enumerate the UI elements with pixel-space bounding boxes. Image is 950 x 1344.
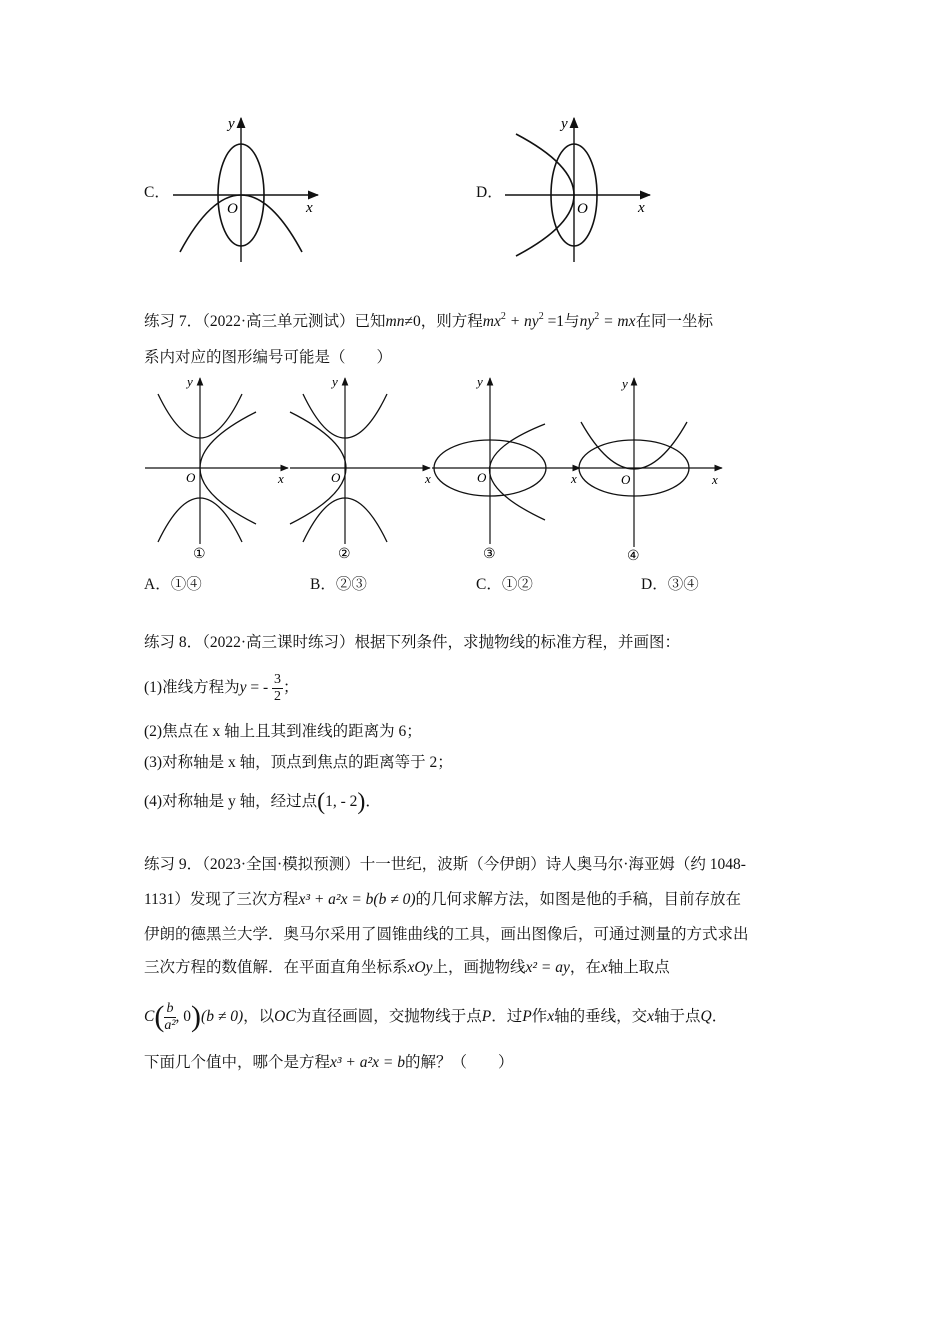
ex9-line6: 下面几个值中，哪个是方程x³ + a²x = b的解？（ ） [144, 1054, 514, 1071]
figure-4 [570, 376, 722, 564]
ex7-option-b[interactable]: B．②③ [310, 576, 367, 593]
ex8-condition-3: (3)对称轴是 x 轴，顶点到焦点的距离等于 2； [144, 754, 453, 771]
svg-text:O: O [186, 470, 196, 485]
ex8-condition-1: (1)准线方程为y = - $\frac{3}{2}$ ； [144, 671, 299, 704]
ex7-figures [140, 372, 730, 572]
axis-x-label: x [638, 200, 645, 216]
axis-x-label: x [306, 200, 313, 216]
option-d-label: D． [476, 184, 503, 201]
ex9-line2: 1131）发现了三次方程x³ + a²x = b(b ≠ 0)的几何求解方法，如图是他的手稿，目前存放在 [144, 891, 742, 908]
ex9-line5: C( $\frac{b}{\text{a²}}$ , 0)(b ≠ 0)，以OC为直径画圆，交抛物线于点P．过P作x轴的垂线，交x轴于点Q． [144, 1000, 728, 1033]
ex7-line1: 练习 7．（2022·高三单元测试）已知mn≠0，则方程$mx^2 + ny^2 =1$与$ny^2$ = mx在同一坐标 [144, 311, 714, 330]
svg-text:y: y [187, 374, 193, 389]
origin-label: O [577, 201, 588, 217]
ex9-line3: 伊朗的德黑兰大学．奥马尔采用了圆锥曲线的工具，画出图像后，可通过测量的方式求出 [144, 926, 749, 943]
ex8-condition-4: (4)对称轴是 y 轴，经过点(1, - 2)． [144, 789, 381, 815]
svg-text:O: O [331, 470, 341, 485]
axis-y-label: y [228, 116, 235, 132]
svg-text:x: x [712, 472, 718, 487]
figure-1 [145, 374, 288, 562]
figure-c [168, 110, 328, 270]
origin-label: O [227, 201, 238, 217]
figure-4-label: ④ [627, 549, 640, 564]
axis-y-label: y [561, 116, 568, 132]
svg-text:x: x [571, 471, 577, 486]
ex9-line4: 三次方程的数值解．在平面直角坐标系xOy上，画抛物线x² = ay，在x轴上取点 [144, 959, 670, 976]
option-c-label: C． [144, 184, 170, 201]
svg-text:y: y [477, 374, 483, 389]
figure-1-label: ① [193, 547, 206, 562]
ex7-option-a[interactable]: A．①④ [144, 576, 202, 593]
figure-d [500, 110, 660, 270]
svg-text:O: O [621, 472, 631, 487]
ex8-condition-2: (2)焦点在 x 轴上且其到准线的距离为 6； [144, 723, 422, 740]
figure-2-label: ② [338, 547, 351, 562]
ex9-line1: 练习 9．（2023·全国·模拟预测）十一世纪，波斯（今伊朗）诗人奥马尔·海亚姆（约 1048- [144, 856, 746, 873]
svg-text:x: x [278, 471, 284, 486]
svg-text:O: O [477, 470, 487, 485]
svg-text:y: y [332, 374, 338, 389]
ex7-option-d[interactable]: D．③④ [641, 576, 699, 593]
figure-3 [424, 374, 580, 562]
ex7-option-c[interactable]: C．①② [476, 576, 533, 593]
svg-text:y: y [622, 376, 628, 391]
ex7-line2: 系内对应的图形编号可能是（ ） [144, 349, 393, 366]
figure-2 [290, 374, 430, 562]
svg-text:x: x [425, 471, 431, 486]
ex8-heading: 练习 8．（2022·高三课时练习）根据下列条件，求抛物线的标准方程，并画图： [144, 634, 681, 651]
figure-3-label: ③ [483, 547, 496, 562]
